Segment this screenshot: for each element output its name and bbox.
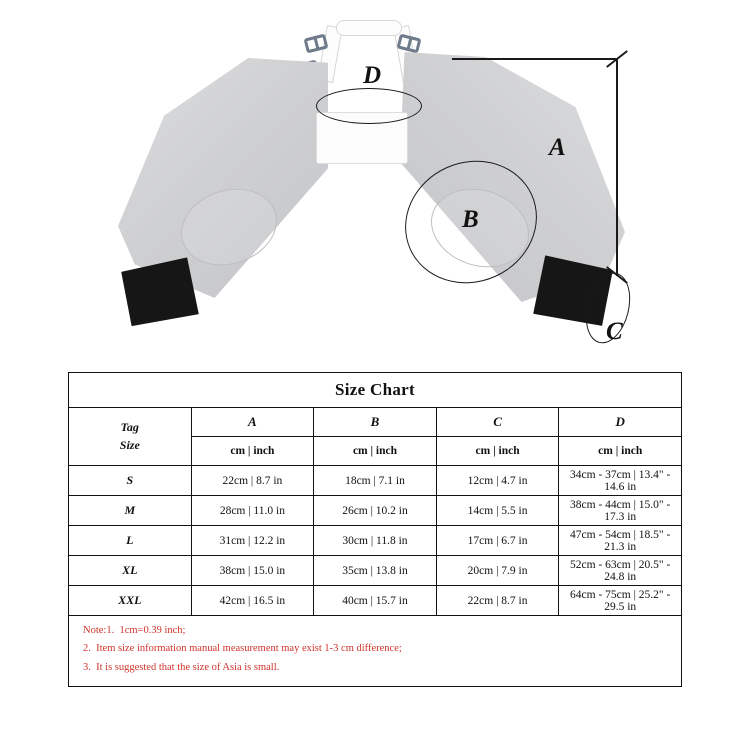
column-header-a: A bbox=[191, 408, 314, 437]
table-row bbox=[69, 526, 682, 556]
note-line-1: Note:1. 1cm=0.39 inch; bbox=[83, 625, 186, 636]
unit-header-b: cm | inch bbox=[314, 437, 437, 466]
cell-d: 64cm - 75cm | 25.2" - 29.5 in bbox=[559, 586, 682, 616]
size-label: XXL bbox=[69, 586, 192, 616]
cell-b: 35cm | 13.8 in bbox=[314, 556, 437, 586]
cell-c: 20cm | 7.9 in bbox=[436, 556, 559, 586]
measure-label-a: A bbox=[549, 134, 566, 161]
cell-c: 12cm | 4.7 in bbox=[436, 466, 559, 496]
tag-label-line1: Tag bbox=[120, 420, 139, 435]
measure-d-ellipse bbox=[316, 88, 422, 124]
tag-size-header bbox=[69, 408, 192, 466]
cell-c: 14cm | 5.5 in bbox=[436, 496, 559, 526]
measure-label-c: C bbox=[606, 318, 623, 345]
cell-b: 30cm | 11.8 in bbox=[314, 526, 437, 556]
cell-d: 52cm - 63cm | 20.5" - 24.8 in bbox=[559, 556, 682, 586]
measure-label-b: B bbox=[462, 206, 479, 233]
size-chart-title: Size Chart bbox=[69, 373, 682, 408]
cell-d: 34cm - 37cm | 13.4" - 14.6 in bbox=[559, 466, 682, 496]
table-row bbox=[69, 466, 682, 496]
size-label: M bbox=[69, 496, 192, 526]
product-illustration bbox=[0, 0, 750, 372]
cell-b: 18cm | 7.1 in bbox=[314, 466, 437, 496]
size-label: S bbox=[69, 466, 192, 496]
measure-a-leader-top bbox=[452, 58, 618, 60]
tag-label-line2: Size bbox=[119, 437, 140, 452]
cell-c: 22cm | 8.7 in bbox=[436, 586, 559, 616]
cell-a: 31cm | 12.2 in bbox=[191, 526, 314, 556]
size-chart-table bbox=[68, 372, 682, 616]
table-row bbox=[69, 586, 682, 616]
measure-a-line bbox=[616, 58, 618, 276]
cell-a: 42cm | 16.5 in bbox=[191, 586, 314, 616]
cell-d: 38cm - 44cm | 15.0" - 17.3 in bbox=[559, 496, 682, 526]
size-label: XL bbox=[69, 556, 192, 586]
unit-header-d: cm | inch bbox=[559, 437, 682, 466]
unit-header-c: cm | inch bbox=[436, 437, 559, 466]
column-header-d: D bbox=[559, 408, 682, 437]
note-line-3: 3. It is suggested that the size of Asia is small. bbox=[83, 661, 280, 673]
cell-b: 40cm | 15.7 in bbox=[314, 586, 437, 616]
size-chart-section bbox=[68, 372, 682, 687]
measure-label-d: D bbox=[363, 62, 382, 89]
cell-a: 38cm | 15.0 in bbox=[191, 556, 314, 586]
table-title-row bbox=[69, 373, 682, 408]
size-chart-notes bbox=[68, 616, 682, 687]
cell-d: 47cm - 54cm | 18.5" - 21.3 in bbox=[559, 526, 682, 556]
column-header-c: C bbox=[436, 408, 559, 437]
unit-header-a: cm | inch bbox=[191, 437, 314, 466]
cell-c: 17cm | 6.7 in bbox=[436, 526, 559, 556]
cell-a: 22cm | 8.7 in bbox=[191, 466, 314, 496]
column-header-b: B bbox=[314, 408, 437, 437]
table-header-row bbox=[69, 408, 682, 437]
note-line-2: 2. Item size information manual measurement may exist 1-3 cm difference; bbox=[83, 643, 402, 655]
cell-a: 28cm | 11.0 in bbox=[191, 496, 314, 526]
table-row bbox=[69, 556, 682, 586]
table-row bbox=[69, 496, 682, 526]
cell-b: 26cm | 10.2 in bbox=[314, 496, 437, 526]
strap-top-bridge bbox=[336, 20, 402, 36]
size-label: L bbox=[69, 526, 192, 556]
